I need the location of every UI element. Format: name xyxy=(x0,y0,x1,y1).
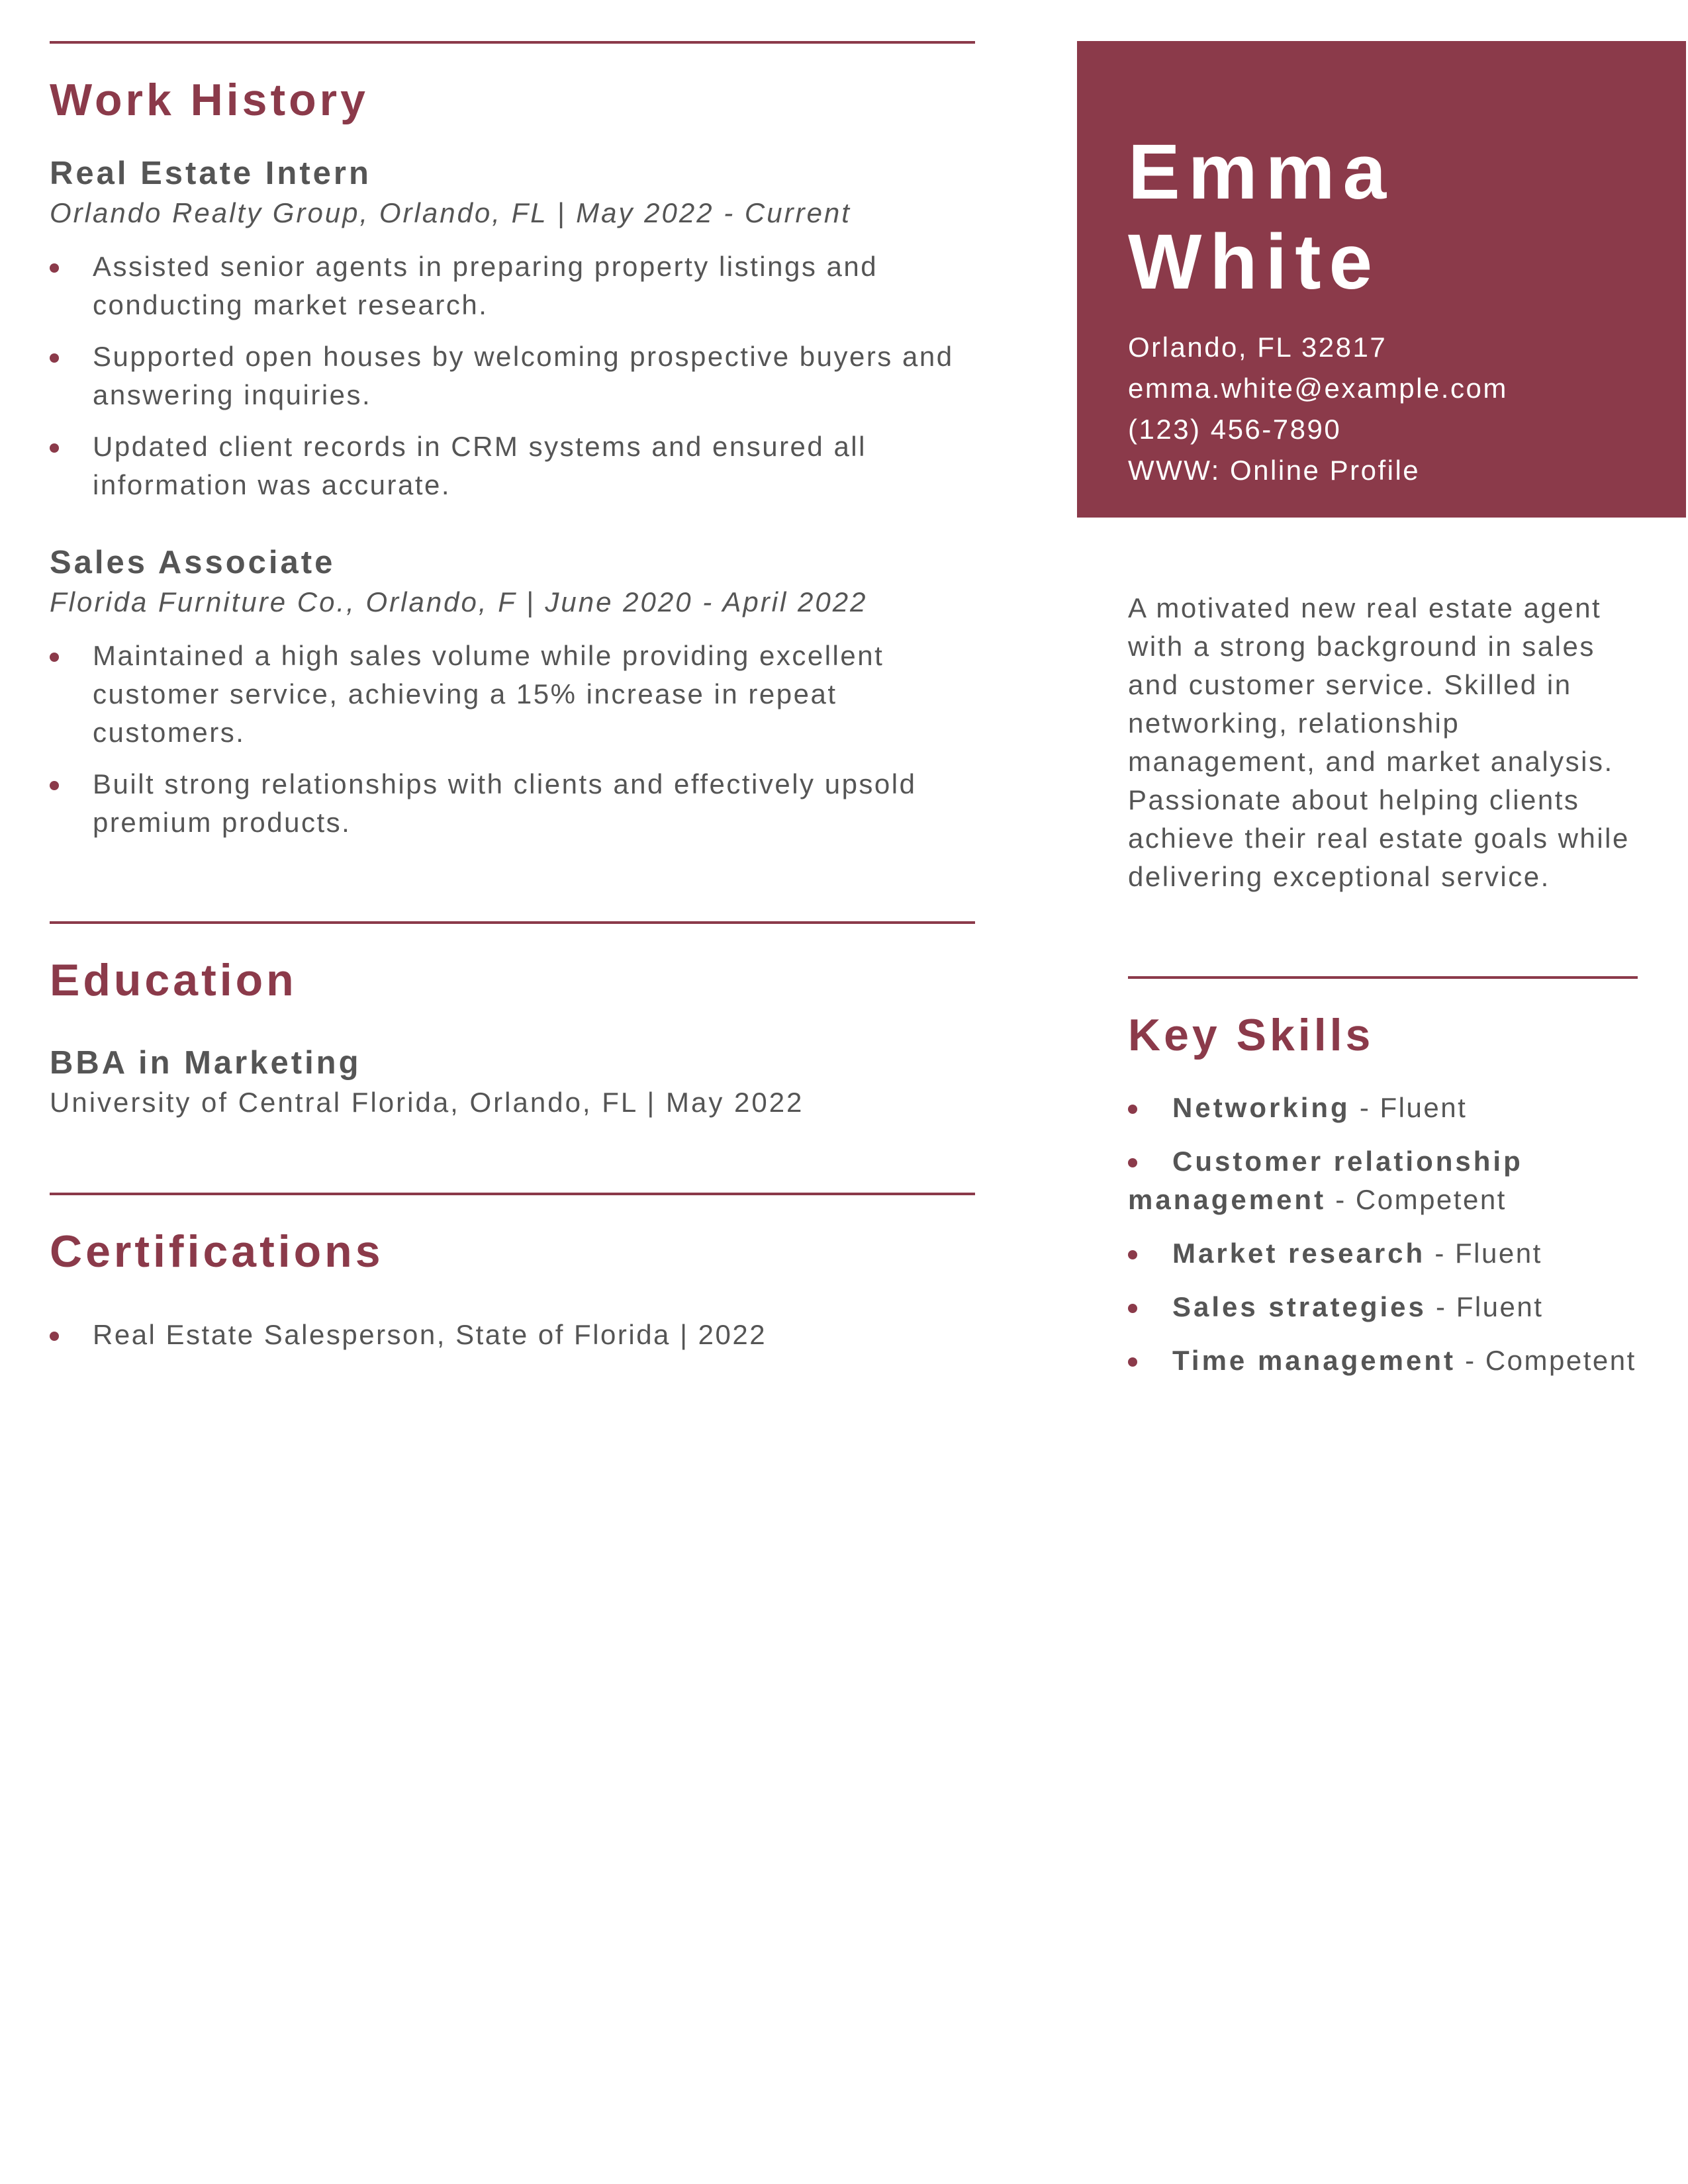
education-section xyxy=(50,921,975,1118)
skill-name: Networking xyxy=(1172,1092,1350,1123)
contact-email[interactable]: emma.white@example.com xyxy=(1128,373,1508,404)
list-item: Assisted senior agents in preparing property listings and conducting market research. xyxy=(50,248,975,324)
skill-level: - Fluent xyxy=(1350,1092,1468,1123)
left-column xyxy=(50,41,975,1354)
key-skills-section xyxy=(1128,976,1638,1395)
job-bullet-list xyxy=(50,248,975,504)
list-item: Updated client records in CRM systems and ensured all information was accurate. xyxy=(50,428,975,504)
skill-level: - Competent xyxy=(1456,1345,1636,1376)
list-item xyxy=(1128,1234,1638,1273)
bullet-dot-icon xyxy=(50,353,59,363)
bullet-dot-icon xyxy=(50,1332,59,1341)
certifications-heading: Certifications xyxy=(50,1226,384,1277)
name-header-box xyxy=(1077,41,1686,518)
skill-name: Market research xyxy=(1172,1238,1426,1269)
list-item: Real Estate Salesperson, State of Florida | 2022 xyxy=(50,1316,975,1354)
bullet-dot-icon xyxy=(1128,1304,1137,1313)
education-meta: University of Central Florida, Orlando, FL | May 2022 xyxy=(50,1087,804,1118)
first-name: Emma xyxy=(1128,128,1395,216)
last-name: White xyxy=(1128,218,1381,306)
education-heading: Education xyxy=(50,955,297,1005)
list-item: Maintained a high sales volume while providing excellent customer service, achieving a 15% increase in repeat customers. xyxy=(50,637,975,752)
key-skills-heading: Key Skills xyxy=(1128,1010,1374,1060)
list-item xyxy=(1128,1089,1638,1127)
certifications-list xyxy=(50,1316,975,1354)
contact-website[interactable]: WWW: Online Profile xyxy=(1128,455,1421,486)
bullet-dot-icon xyxy=(1128,1105,1137,1114)
bullet-dot-icon xyxy=(50,443,59,453)
job-bullet-list xyxy=(50,637,975,842)
skill-name: Time management xyxy=(1172,1345,1456,1376)
contact-phone: (123) 456-7890 xyxy=(1128,414,1342,445)
skill-name: Customer relationship management xyxy=(1128,1146,1523,1215)
professional-summary: A motivated new real estate agent with a strong background in sales and customer service. Skilled in networking, relationship management, and market analysis. Passionate about helping clients achieve their real estate goals while delivering exceptional service. xyxy=(1128,592,1630,892)
bullet-dot-icon xyxy=(1128,1250,1137,1259)
list-item xyxy=(1128,1342,1638,1380)
skill-level: - Fluent xyxy=(1425,1238,1542,1269)
list-item: Supported open houses by welcoming prospective buyers and answering inquiries. xyxy=(50,338,975,414)
job-title: Real Estate Intern xyxy=(50,156,371,191)
contact-location: Orlando, FL 32817 xyxy=(1128,332,1387,363)
job-meta: Orlando Realty Group, Orlando, FL | May 2022 - Current xyxy=(50,197,851,228)
skills-list xyxy=(1128,1089,1638,1380)
bullet-dot-icon xyxy=(1128,1158,1137,1167)
bullet-dot-icon xyxy=(50,781,59,790)
work-history-heading: Work History xyxy=(50,75,369,125)
bullet-dot-icon xyxy=(1128,1357,1137,1367)
list-item xyxy=(1128,1142,1638,1219)
bullet-dot-icon xyxy=(50,653,59,662)
work-history-section xyxy=(50,41,975,842)
contact-info xyxy=(1128,327,1508,491)
certifications-section xyxy=(50,1193,975,1354)
skill-level: - Fluent xyxy=(1426,1291,1544,1322)
list-item xyxy=(1128,1288,1638,1326)
list-item: Built strong relationships with clients and effectively upsold premium products. xyxy=(50,765,975,842)
skill-level: - Competent xyxy=(1326,1184,1507,1215)
skill-name: Sales strategies xyxy=(1172,1291,1427,1322)
job-title: Sales Associate xyxy=(50,545,336,580)
bullet-dot-icon xyxy=(50,263,59,273)
degree-title: BBA in Marketing xyxy=(50,1045,361,1081)
job-meta: Florida Furniture Co., Orlando, F | June 2020 - April 2022 xyxy=(50,586,868,617)
candidate-name xyxy=(1128,127,1394,307)
